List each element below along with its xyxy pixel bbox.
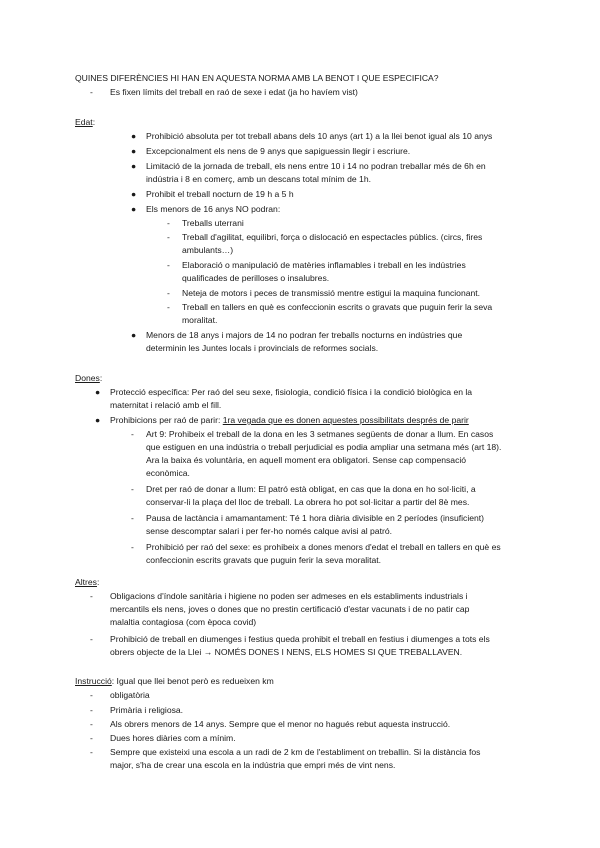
dash-marker: - [90,634,93,644]
dones-subitem-2-line-2: conservar-li la plaça del lloc de treball. La obrera ho pot sol·licitar a partir del 8è mes. [146,497,470,507]
dones-item-1-line-1: Protecció específica: Per raó del seu sexe, fisiologia, condició física i la condició biològica en la [110,387,473,397]
dones-subitem-4-line-1: Prohibició per raó del sexe: es prohibeix a dones menors d'edat el treball en tallers en què es [146,542,501,552]
bullet-marker: ● [131,161,137,171]
edat-item-1: Prohibició absoluta per tot treball abans dels 10 anys (art 1) a la llei benot igual als 10 anys [146,131,493,141]
dash-marker: - [131,484,134,494]
bullet-marker: ● [131,146,137,156]
instruccio-item-5-line-1: Sempre que existeixi una escola a un radi de 2 km de l'establiment on treballin. Si la distància fos [110,747,481,757]
edat-item-5: Els menors de 16 anys NO podran: [146,204,281,214]
altres-item-2-line-1: Prohibició de treball en diumenges i festius queda prohibit el treball en festius i diumenges a tots els [110,634,490,644]
dash-marker: - [167,302,170,312]
dones-subitem-3-line-2: sense descomptar salari i per fer-ho només calque avisi al patró. [146,526,392,536]
edat-subitem-3-line-2: qualificades de perilloses o insalubres. [182,273,330,283]
dash-marker: - [131,513,134,523]
section-heading-edat: Edat: [75,117,96,127]
edat-item-6-line-1: Menors de 18 anys i majors de 14 no podran fer treballs nocturns en indústries que [146,330,463,340]
edat-subitem-1: Treballs uterrani [182,218,244,228]
edat-item-2: Excepcionalment els nens de 9 anys que sapiguessin llegir i escriure. [146,146,411,156]
edat-subitem-3-line-1: Elaboració o manipulació de matèries inflamables i treball en les indústries [182,260,466,270]
instruccio-item-3: Als obrers menors de 14 anys. Sempre que el menor no hagués rebut aquesta instrucció. [110,719,451,729]
dash-marker: - [167,232,170,242]
edat-item-4: Prohibit el treball nocturn de 19 h a 5 h [146,189,294,199]
altres-item-2-line-2: obrers objecte de la Llei → NOMÉS DONES I NENS, ELS HOMES SI QUE TREBALLAVEN. [110,647,463,657]
bullet-marker: ● [95,415,101,425]
intro-text: Es fixen límits del treball en raó de sexe i edat (ja ho havíem vist) [110,87,358,97]
dones-subitem-1-line-4: econòmica. [146,468,190,478]
instruccio-item-2: Primària i religiosa. [110,705,184,715]
dash-marker: - [131,429,134,439]
edat-subitem-4: Neteja de motors i peces de transmissió mentre estigui la maquina funcionant. [182,288,481,298]
section-heading-dones: Dones: [75,373,103,383]
dash-marker: - [90,591,93,601]
section-heading-instruccio: Instrucció: Igual que llei benot però es redueixen km [75,676,274,686]
instruccio-item-5-line-2: major, s'ha de crear una escola en la indústria que empri més de vint nens. [110,760,396,770]
dones-subitem-3-line-1: Pausa de lactància i amamantament: Té 1 hora diària divisible en 2 períodes (insuficient) [146,513,485,523]
altres-item-1-line-2: mercantils els nens, joves o dones que no prestin certificació d'estar vacunats i de no patir cap [110,604,470,614]
dash-marker: - [167,218,170,228]
edat-subitem-2-line-1: Treball d'agilitat, equilibri, força o dislocació en espectacles públics. (circs, fires [182,232,483,242]
dash-marker: - [90,690,93,700]
edat-item-6-line-2: determinin les Juntes locals i provincials de reformes socials. [146,343,379,353]
dones-subitem-1-line-2: que estiguen en una indústria o treball perjudicial es podia ampliar una setmana més (art 18). [146,442,502,452]
dash-marker: - [90,87,93,97]
dash-marker: - [90,719,93,729]
edat-item-3-line-2: indústria i 8 en comerç, amb un descans total mínim de 1h. [146,174,371,184]
bullet-marker: ● [131,189,137,199]
edat-subitem-2-line-2: ambulants…) [182,245,234,255]
dones-subitem-1-line-1: Art 9: Prohibeix el treball de la dona en les 3 setmanes següents de donar a llum. En casos [146,429,494,439]
edat-subitem-5-line-2: moralitat. [182,315,218,325]
edat-item-3-line-1: Limitació de la jornada de treball, els nens entre 10 i 14 no podran treballar més de 6h en [146,161,486,171]
instruccio-item-1: obligatòria [110,690,150,700]
dones-item-1-line-2: maternitat i relació amb el fill. [110,400,222,410]
edat-subitem-5-line-1: Treball en tallers en què es confeccionin escrits o gravats que puguin ferir la seva [182,302,493,312]
dash-marker: - [90,705,93,715]
bullet-marker: ● [131,330,137,340]
altres-item-1-line-3: malaltia contagiosa (com època covid) [110,617,257,627]
instruccio-item-4: Dues hores diàries com a mínim. [110,733,236,743]
dash-marker: - [167,260,170,270]
dash-marker: - [90,733,93,743]
dones-subitem-1-line-3: Ara la baixa és voluntària, en aquell moment era obligatori. Sense cap compensació [146,455,467,465]
dash-marker: - [131,542,134,552]
dones-subitem-4-line-2: confeccionin escrits gravats que puguin ferir la seva moralitat. [146,555,382,565]
bullet-marker: ● [131,131,137,141]
dash-marker: - [167,288,170,298]
section-heading-altres: Altres: [75,577,100,587]
dones-subitem-2-line-1: Dret per raó de donar a llum: El patró està obligat, en cas que la dona en ho sol·liciti, a [146,484,476,494]
bullet-marker: ● [131,204,137,214]
document-title: QUINES DIFERÈNCIES HI HAN EN AQUESTA NORMA AMB LA BENOT I QUE ESPECIFICA? [75,73,439,83]
dash-marker: - [90,747,93,757]
bullet-marker: ● [95,387,101,397]
dones-item-2: Prohibicions per raó de parir: 1ra vegada que es donen aquestes possibilitats després de parir [110,415,469,425]
altres-item-1-line-1: Obligacions d'índole sanitària i higiene no poden ser admeses en els establiments industrials i [110,591,468,601]
